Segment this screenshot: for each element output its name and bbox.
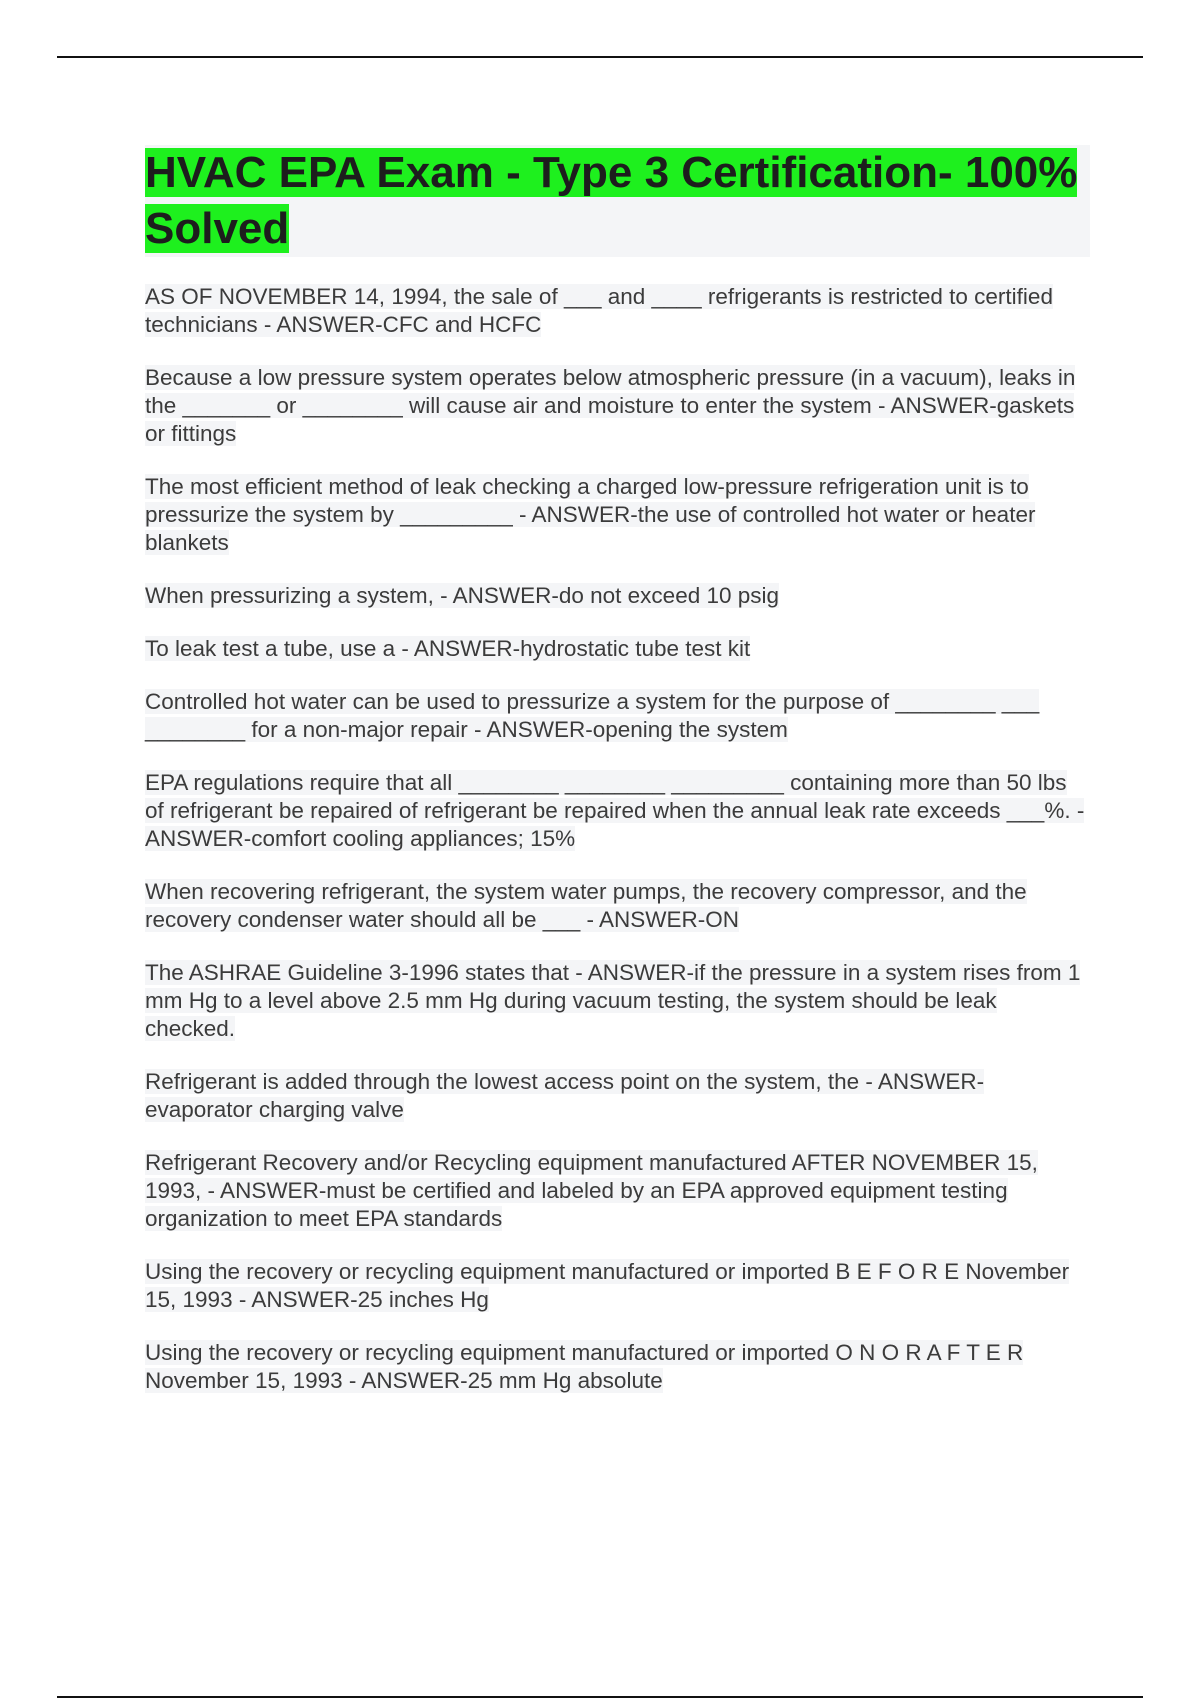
document-title-text: HVAC EPA Exam - Type 3 Certification- 100% Solved: [145, 148, 1078, 253]
footer-rule: [57, 1696, 1143, 1698]
qa-item-text: Controlled hot water can be used to pressurize a system for the purpose of ________ ___ ________ for a non-major repair - ANSWER-opening the system: [145, 689, 1040, 742]
qa-item: [145, 769, 1090, 853]
document-title: [145, 145, 1090, 257]
qa-item: [145, 283, 1090, 339]
qa-item-text: Refrigerant Recovery and/or Recycling equipment manufactured AFTER NOVEMBER 15, 1993, - ANSWER-must be certified and labeled by an EPA approved equipment testing organization to meet EPA standards: [145, 1150, 1038, 1231]
qa-item: [145, 582, 1090, 610]
qa-item: [145, 878, 1090, 934]
qa-item-text: Using the recovery or recycling equipment manufactured or imported O N O R A F T E R November 15, 1993 - ANSWER-25 mm Hg absolute: [145, 1340, 1024, 1393]
qa-item-text: Because a low pressure system operates below atmospheric pressure (in a vacuum), leaks in the _______ or ________ will cause air and moisture to enter the system - ANSWER-gaskets or fittings: [145, 365, 1076, 446]
qa-item-text: When pressurizing a system, - ANSWER-do not exceed 10 psig: [145, 583, 780, 608]
qa-list: [145, 283, 1090, 1420]
qa-item: [145, 1068, 1090, 1124]
qa-item: [145, 688, 1090, 744]
qa-item-text: Refrigerant is added through the lowest access point on the system, the - ANSWER-evaporator charging valve: [145, 1069, 985, 1122]
qa-item-text: The most efficient method of leak checking a charged low-pressure refrigeration unit is to pressurize the system by _________ - ANSWER-the use of controlled hot water or heater blankets: [145, 474, 1036, 555]
qa-item-text: Using the recovery or recycling equipment manufactured or imported B E F O R E November 15, 1993 - ANSWER-25 inches Hg: [145, 1259, 1070, 1312]
title-block: [145, 145, 1090, 257]
qa-item: [145, 1339, 1090, 1395]
qa-item: [145, 473, 1090, 557]
qa-item: [145, 364, 1090, 448]
qa-item: [145, 635, 1090, 663]
qa-item-text: EPA regulations require that all ________ ________ _________ containing more than 50 lbs of refrigerant be repaired of refrigerant be repaired when the annual leak rate exceeds ___%. - ANSWER-comfort cooling appliances; 15%: [145, 770, 1085, 851]
header-rule: [57, 56, 1143, 58]
qa-item-text: To leak test a tube, use a - ANSWER-hydrostatic tube test kit: [145, 636, 751, 661]
qa-item: [145, 1258, 1090, 1314]
qa-item-text: AS OF NOVEMBER 14, 1994, the sale of ___ and ____ refrigerants is restricted to certified technicians - ANSWER-CFC and HCFC: [145, 284, 1053, 337]
qa-item: [145, 1149, 1090, 1233]
qa-item-text: The ASHRAE Guideline 3-1996 states that - ANSWER-if the pressure in a system rises from 1 mm Hg to a level above 2.5 mm Hg during vacuum testing, the system should be leak checked.: [145, 960, 1081, 1041]
qa-item-text: When recovering refrigerant, the system water pumps, the recovery compressor, and the recovery condenser water should all be ___ - ANSWER-ON: [145, 879, 1027, 932]
qa-item: [145, 959, 1090, 1043]
